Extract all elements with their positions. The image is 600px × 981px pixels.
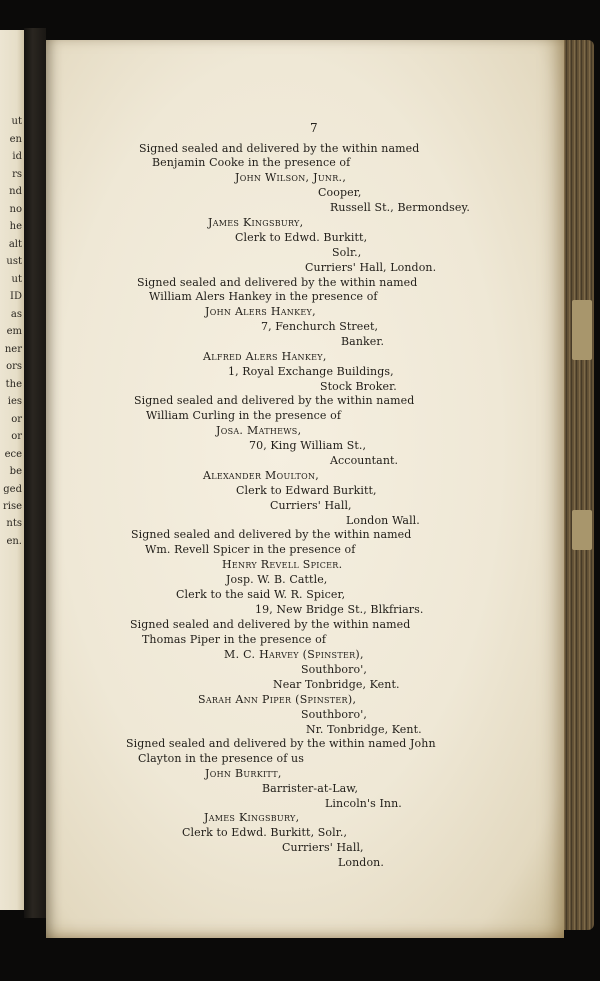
left-page-fragment: nts [6,518,22,529]
left-page-fragment: or [11,414,22,425]
left-page-fragment: be [9,466,22,477]
left-page-fragment: ged [3,484,22,495]
witness-name: John Burkitt, [205,767,282,780]
witness-detail: 70, King William St., [249,439,367,452]
left-page-fragment: ner [4,344,22,355]
witness-detail: 19, New Bridge St., Blkfriars. [255,603,424,616]
attestation-clause: Signed sealed and delivered by the within named [139,142,420,155]
signatory-line: Wm. Revell Spicer in the presence of [145,543,356,556]
witness-detail: London Wall. [346,514,420,527]
witness-name: James Kingsbury, [208,216,304,229]
left-page-fragment: as [10,309,22,320]
attestation-clause: Signed sealed and delivered by the within named [134,394,415,407]
witness-detail: Curriers' Hall, [270,499,352,512]
left-page-fragment: ust [6,256,22,267]
witness-name: Alfred Alers Hankey, [203,350,327,363]
signatory-line: William Curling in the presence of [146,409,342,422]
page-tab [572,510,592,550]
witness-detail: Nr. Tonbridge, Kent. [306,723,422,736]
witness-detail: Clerk to Edwd. Burkitt, [235,231,368,244]
left-page-fragment: no [9,204,22,215]
witness-name: John Alers Hankey, [205,305,316,318]
attestation-clause: Signed sealed and delivered by the within named [131,528,412,541]
left-page-fragment: alt [8,239,22,250]
witness-detail: Clerk to the said W. R. Spicer, [176,588,346,601]
signatory-line: Thomas Piper in the presence of [142,633,327,646]
left-page-fragment: ut [11,274,22,285]
witness-name: Josa. Mathews, [216,424,302,437]
witness-detail: Banker. [341,335,385,348]
witness-detail: Lincoln's Inn. [325,797,402,810]
left-page-fragment: or [11,431,22,442]
witness-name: Henry Revell Spicer. [222,558,343,571]
witness-detail: Solr., [332,246,362,259]
witness-detail: Accountant. [330,454,399,467]
left-page-fragment: the [5,379,22,390]
left-page-fragment: en [9,134,22,145]
left-page-fragment: ID [10,291,22,302]
left-page-fragment: ece [4,449,22,460]
witness-detail: Cooper, [318,186,362,199]
left-page-fragment: em [6,326,22,337]
witness-detail: Clerk to Edward Burkitt, [236,484,377,497]
book-spine [24,28,46,918]
witness-detail: Stock Broker. [320,380,397,393]
witness-detail: Josp. W. B. Cattle, [226,573,328,586]
signatory-line: Benjamin Cooke in the presence of [152,156,351,169]
left-page-fragment: id [12,151,22,162]
witness-name: James Kingsbury, [204,811,300,824]
left-page-fragment: he [9,221,22,232]
document-page [46,40,564,938]
left-page-fragment: rs [12,169,22,180]
left-page-fragment: ies [7,396,22,407]
signatory-line: William Alers Hankey in the presence of [149,290,378,303]
witness-detail: Clerk to Edwd. Burkitt, Solr., [182,826,348,839]
witness-name: John Wilson, Junr., [235,171,347,184]
witness-detail: Curriers' Hall, [282,841,364,854]
witness-detail: Russell St., Bermondsey. [330,201,470,214]
witness-detail: Curriers' Hall, London. [305,261,437,274]
previous-page-edge [0,30,24,910]
witness-detail: 7, Fenchurch Street, [261,320,379,333]
page-number: 7 [310,121,318,135]
witness-detail: 1, Royal Exchange Buildings, [228,365,394,378]
left-page-fragment: nd [9,186,22,197]
left-page-fragment: ors [6,361,22,372]
witness-name: M. C. Harvey (Spinster), [224,648,364,661]
witness-detail: Southboro', [301,708,367,721]
left-page-fragment: ut [11,116,22,127]
left-page-fragment: rise [2,501,22,512]
witness-detail: Barrister-at-Law, [262,782,359,795]
witness-detail: Near Tonbridge, Kent. [273,678,400,691]
signatory-line: Clayton in the presence of us [138,752,304,765]
witness-detail: London. [338,856,384,869]
page-tab [572,300,592,360]
witness-name: Alexander Moulton, [203,469,320,482]
witness-name: Sarah Ann Piper (Spinster), [198,693,357,706]
attestation-clause: Signed sealed and delivered by the within named [137,276,418,289]
attestation-clause: Signed sealed and delivered by the within named [130,618,411,631]
witness-detail: Southboro', [301,663,367,676]
attestation-clause: Signed sealed and delivered by the within named John [126,737,436,750]
left-page-fragment: en. [6,536,22,547]
